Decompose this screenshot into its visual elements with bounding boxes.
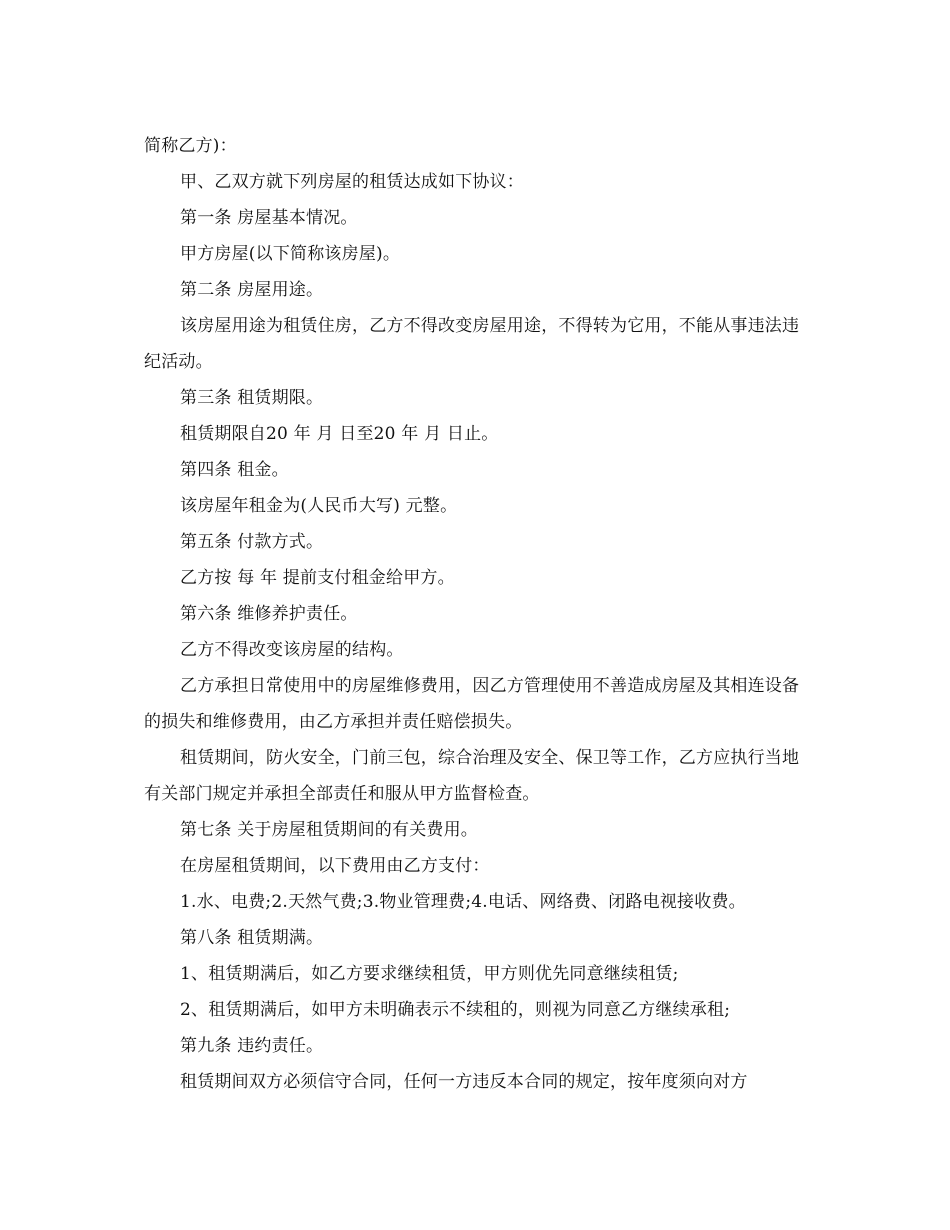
article-3-heading: 第三条 租赁期限。 (180, 388, 324, 408)
paragraph-10: 该房屋年租金为(人民币大写) 元整。 (180, 496, 458, 516)
paragraph-2: 甲、乙双方就下列房屋的租赁达成如下协议： (180, 172, 524, 192)
paragraph-12: 乙方按 每 年 提前支付租金给甲方。 (180, 568, 455, 588)
article-6-heading: 第六条 维修养护责任。 (180, 604, 358, 624)
article-5-heading: 第五条 付款方式。 (180, 532, 324, 552)
paragraph-18: 在房屋租赁期间，以下费用由乙方支付： (180, 856, 490, 876)
article-1-heading: 第一条 房屋基本情况。 (180, 208, 358, 228)
article-9-heading: 第九条 违约责任。 (180, 1036, 324, 1056)
paragraph-19: 1.水、电费;2.天然气费;3.物业管理费;4.电话、网络费、闭路电视接收费。 (180, 892, 746, 912)
paragraph-6: 该房屋用途为租赁住房，乙方不得改变房屋用途，不得转为它用，不能从事违法违纪活动。 (144, 316, 800, 372)
paragraph-22: 2、租赁期满后，如甲方未明确表示不续租的，则视为同意乙方继续承租; (180, 1000, 731, 1020)
paragraph-8: 租赁期限自20 年 月 日至20 年 月 日止。 (180, 424, 499, 444)
document-body (144, 128, 800, 1100)
paragraph-21: 1、租赁期满后，如乙方要求继续租赁，甲方则优先同意继续租赁; (180, 964, 679, 984)
article-7-heading: 第七条 关于房屋租赁期间的有关费用。 (180, 820, 479, 840)
paragraph-16: 租赁期间，防火安全，门前三包，综合治理及安全、保卫等工作，乙方应执行当地有关部门规定并承担全部责任和服从甲方监督检查。 (144, 748, 800, 804)
paragraph-24: 租赁期间双方必须信守合同，任何一方违反本合同的规定，按年度须向对方 (180, 1072, 748, 1092)
paragraph-15: 乙方承担日常使用中的房屋维修费用，因乙方管理使用不善造成房屋及其相连设备的损失和维修费用，由乙方承担并责任赔偿损失。 (144, 676, 800, 732)
article-8-heading: 第八条 租赁期满。 (180, 928, 324, 948)
paragraph-4: 甲方房屋(以下简称该房屋)。 (180, 244, 401, 264)
paragraph-14: 乙方不得改变该房屋的结构。 (180, 640, 404, 660)
paragraph-1: 简称乙方)： (144, 136, 237, 156)
article-4-heading: 第四条 租金。 (180, 460, 289, 480)
article-2-heading: 第二条 房屋用途。 (180, 280, 324, 300)
